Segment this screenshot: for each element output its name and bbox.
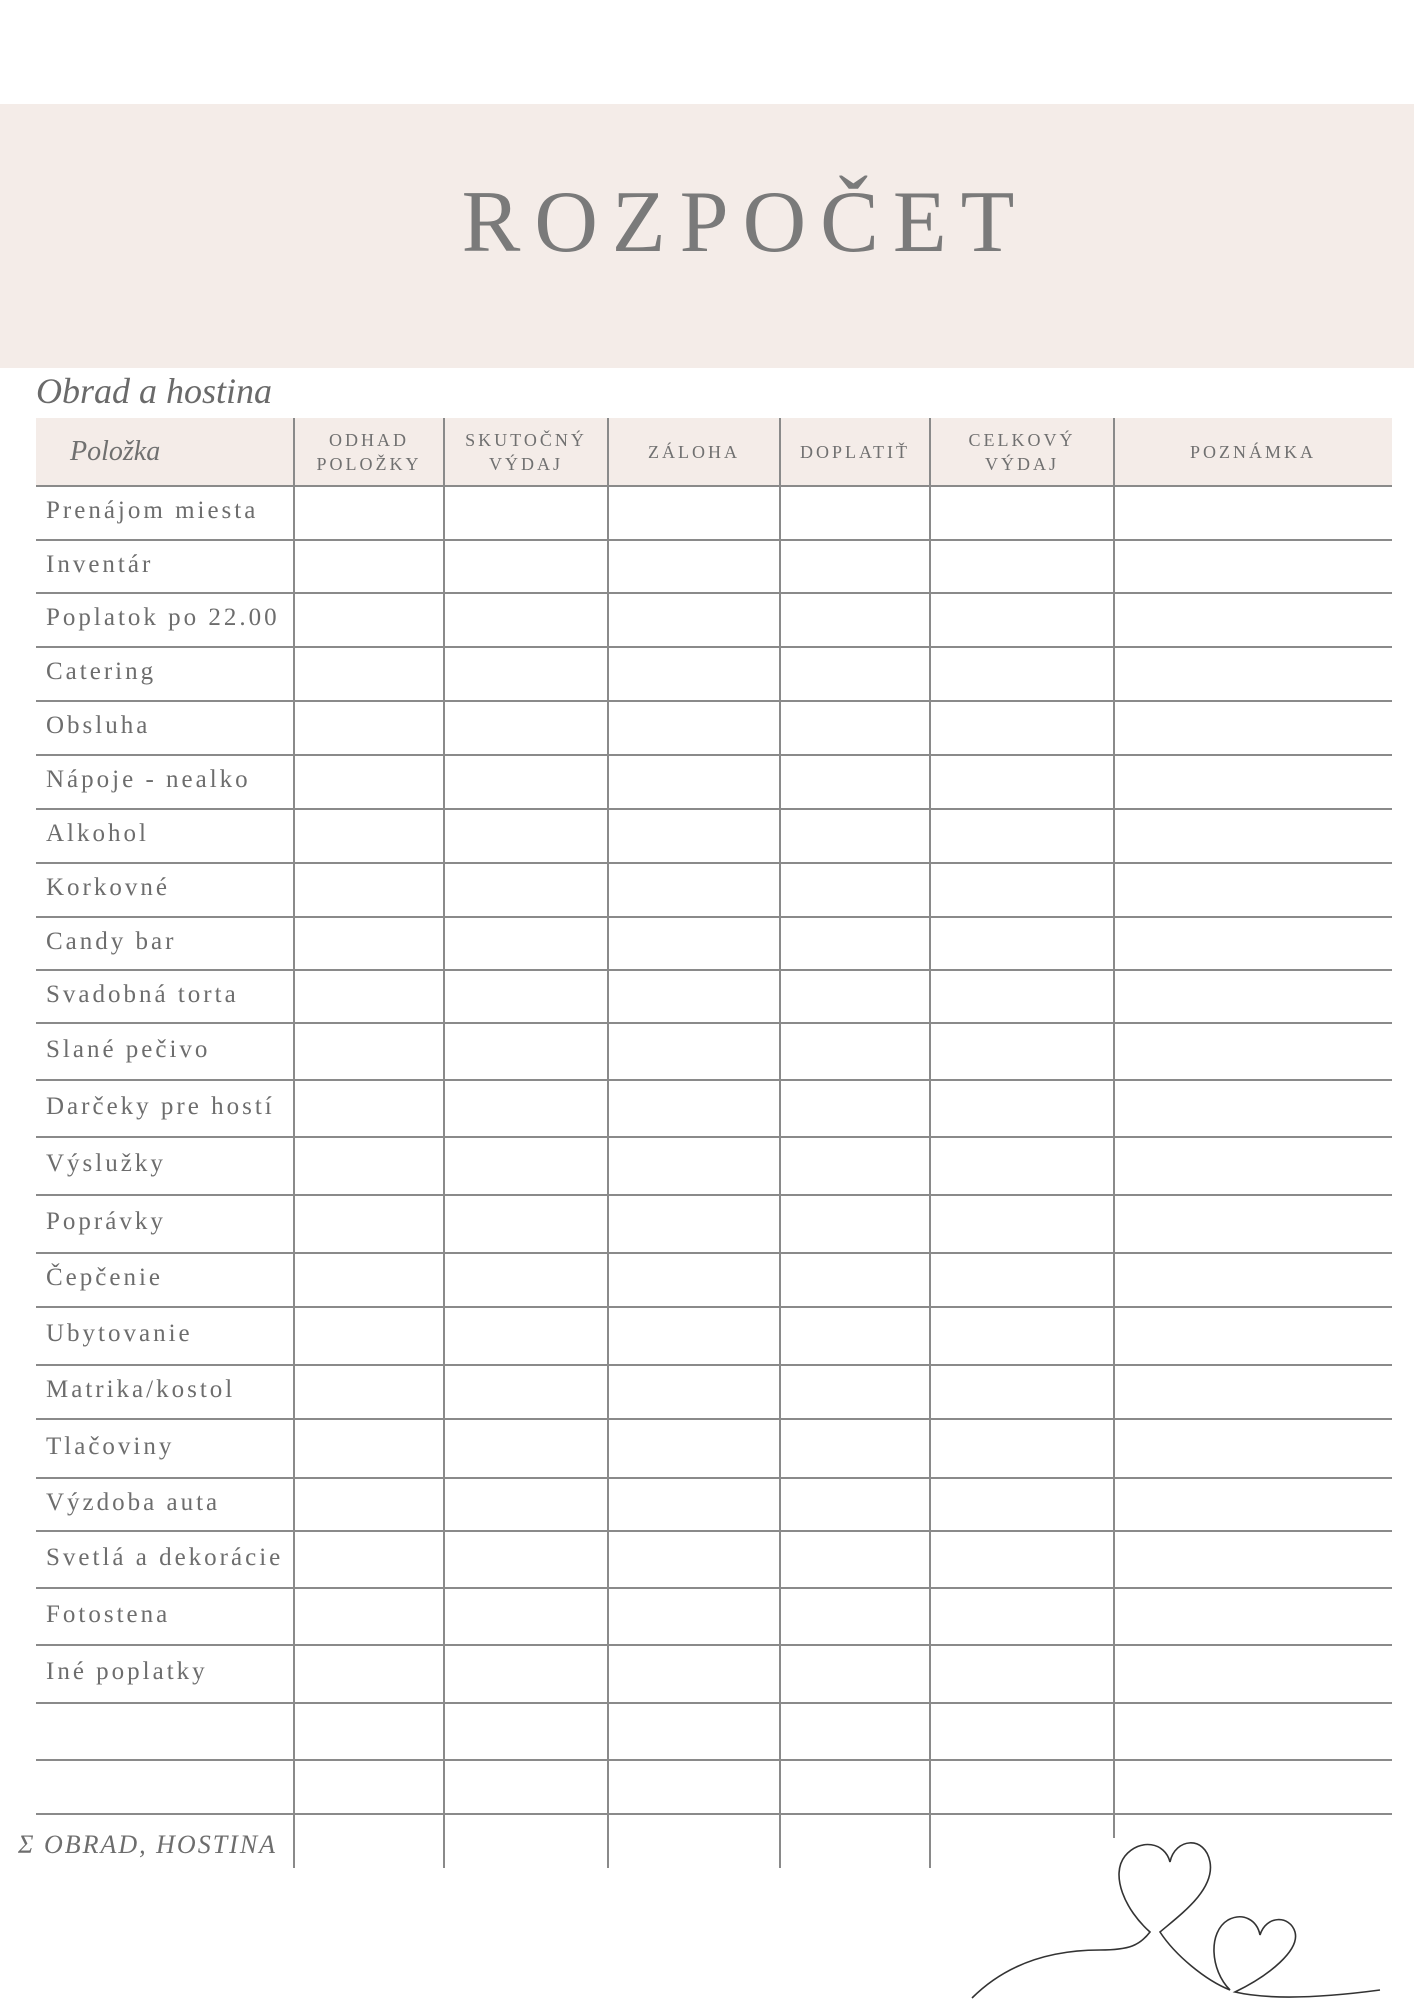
row-divider — [36, 1530, 1392, 1532]
row-divider — [36, 1644, 1392, 1646]
row-divider — [36, 1194, 1392, 1196]
row-divider — [36, 754, 1392, 756]
row-divider — [36, 1702, 1392, 1704]
row-label: Inventár — [46, 550, 154, 578]
row-divider — [36, 592, 1392, 594]
row-divider — [36, 969, 1392, 971]
column-divider — [929, 418, 931, 1868]
column-divider — [443, 418, 445, 1868]
row-label: Korkovné — [46, 874, 170, 901]
row-label: Alkohol — [46, 820, 149, 847]
total-label: Σ OBRAD, HOSTINA — [18, 1830, 278, 1859]
row-label: Catering — [46, 658, 157, 685]
row-divider — [36, 1306, 1392, 1308]
row-label: Tlačoviny — [46, 1432, 175, 1460]
header-estimate: ODHAD POLOŽKY — [316, 430, 422, 474]
column-divider — [779, 418, 781, 1868]
row-label: Svadobná torta — [46, 980, 239, 1008]
row-label: Výzdoba auta — [46, 1488, 221, 1516]
row-divider — [36, 539, 1392, 541]
row-label: Matrika/kostol — [46, 1376, 236, 1403]
row-label: Slané pečivo — [46, 1035, 211, 1063]
row-divider — [36, 1813, 1392, 1815]
row-divider — [36, 1252, 1392, 1254]
column-divider — [1113, 418, 1115, 1838]
row-label: Ubytovanie — [46, 1320, 193, 1347]
row-divider — [36, 1759, 1392, 1761]
header-item: Položka — [70, 436, 161, 467]
row-divider — [36, 1022, 1392, 1024]
header-note: POZNÁMKA — [1189, 442, 1316, 462]
row-divider — [36, 1136, 1392, 1138]
row-divider — [36, 1587, 1392, 1589]
row-divider — [36, 862, 1392, 864]
page-title: ROZPOČET — [461, 174, 1029, 271]
row-divider — [36, 1418, 1392, 1420]
row-divider — [36, 808, 1392, 810]
row-divider — [36, 1364, 1392, 1366]
row-divider — [36, 700, 1392, 702]
row-label: Poplatok po 22.00 — [46, 604, 280, 631]
header-remaining: DOPLATIŤ — [800, 442, 910, 462]
row-divider — [36, 646, 1392, 648]
row-divider — [36, 1477, 1392, 1479]
header-deposit: ZÁLOHA — [648, 442, 740, 462]
row-label: Poprávky — [46, 1208, 166, 1235]
row-label: Prenájom miesta — [46, 497, 259, 524]
row-label: Čepčenie — [46, 1264, 164, 1291]
row-label: Fotostena — [46, 1600, 171, 1628]
row-label: Darčeky pre hostí — [46, 1092, 275, 1120]
row-label: Iné poplatky — [46, 1658, 208, 1685]
header-actual: SKUTOČNÝ VÝDAJ — [465, 430, 587, 474]
row-label: Výslužky — [46, 1150, 166, 1177]
row-label: Svetlá a dekorácie — [46, 1543, 284, 1571]
section-title: Obrad a hostina — [36, 371, 273, 411]
row-label: Nápoje - nealko — [46, 766, 251, 793]
row-label: Obsluha — [46, 712, 151, 739]
row-divider — [36, 1079, 1392, 1081]
row-label: Candy bar — [46, 927, 177, 955]
column-divider — [293, 418, 295, 1868]
hearts-line-art-icon — [960, 1820, 1400, 2000]
row-divider — [36, 916, 1392, 918]
row-divider — [36, 485, 1392, 487]
column-divider — [607, 418, 609, 1868]
header-total: CELKOVÝ VÝDAJ — [968, 430, 1076, 474]
